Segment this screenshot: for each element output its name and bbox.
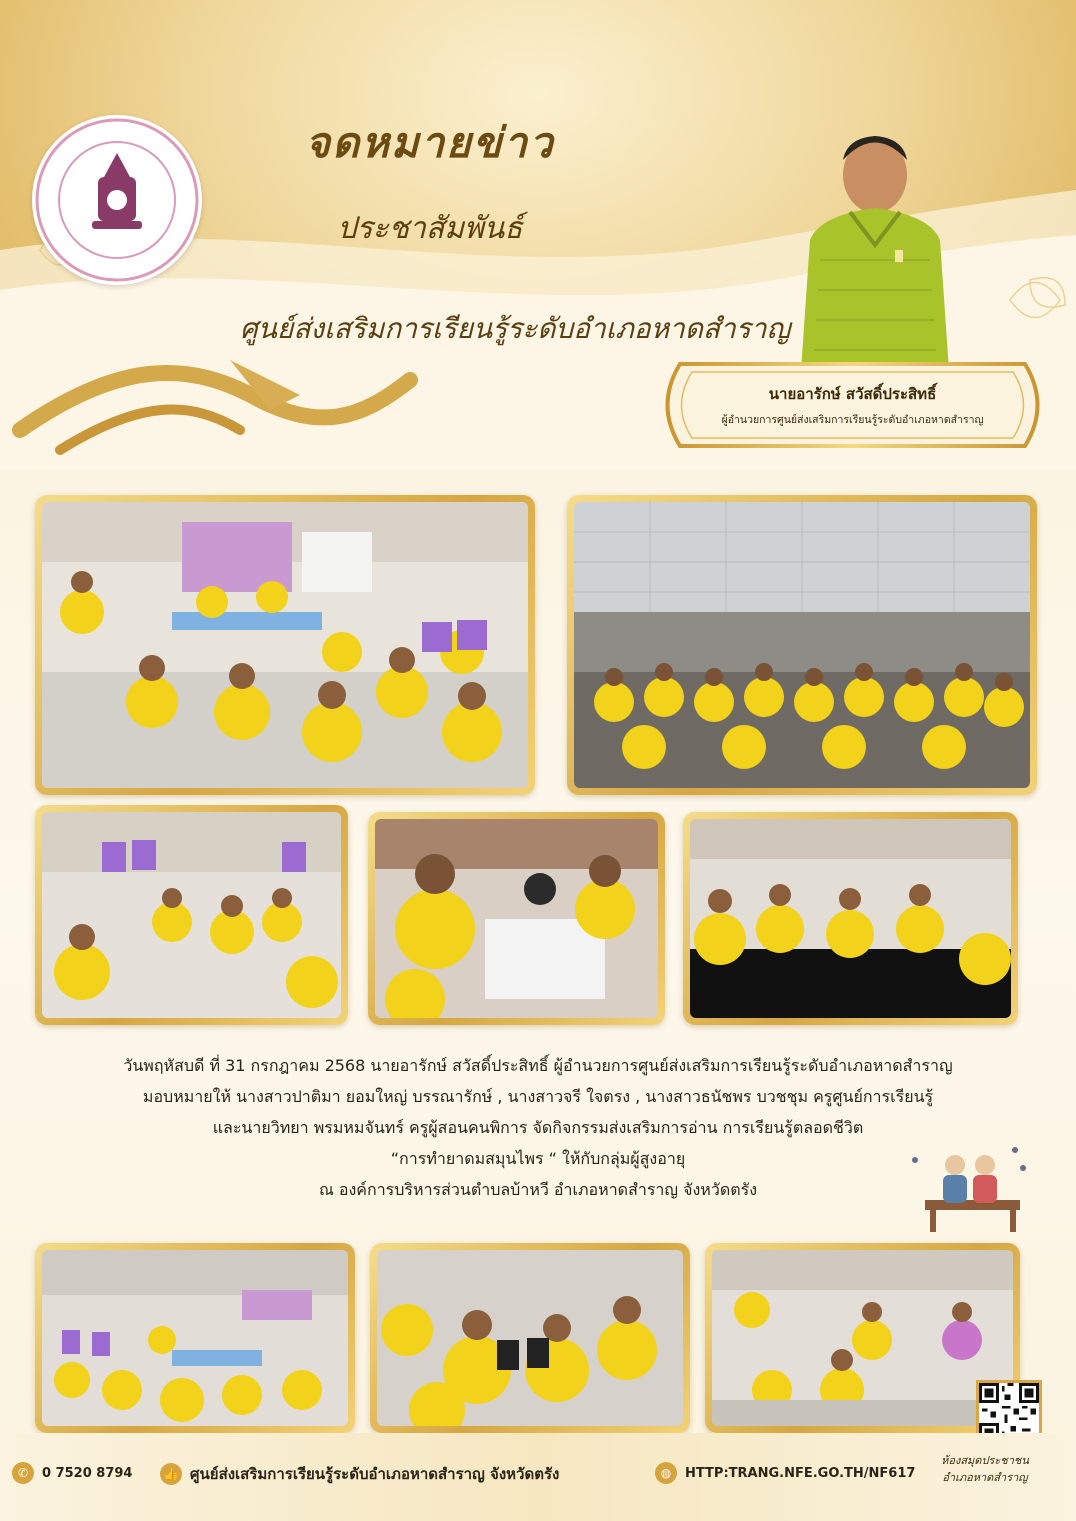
globe-icon: ◍ xyxy=(655,1462,677,1484)
news-body-line-2: มอบหมายให้ นางสาวปาติมา ยอมใหญ่ บรรณารักษ์ , นางสาวจรี ใจตรง , นางสาวธนัชพร บวชชุม ครูศูนย์การเรียนรู้ xyxy=(142,1087,934,1106)
director-role: ผู้อำนวยการศูนย์ส่งเสริมการเรียนรู้ระดับอำเภอหาดสำราญ xyxy=(721,414,984,426)
department-seal-logo xyxy=(32,115,202,285)
footer-facebook[interactable] xyxy=(160,1462,559,1486)
newsletter-title: จดหมายข่าว xyxy=(305,118,555,167)
library-line-1: ห้องสมุดประชาชน xyxy=(941,1454,1029,1467)
activity-photo-1 xyxy=(35,495,535,795)
activity-photo-3 xyxy=(35,805,348,1025)
center-name: ศูนย์ส่งเสริมการเรียนรู้ระดับอำเภอหาดสำราญ xyxy=(240,312,791,345)
activity-photo-2 xyxy=(567,495,1037,795)
website-url: HTTP:TRANG.NFE.GO.TH/NF617 xyxy=(685,1465,916,1481)
facebook-like-icon: 👍 xyxy=(160,1463,182,1485)
activity-photo-6 xyxy=(35,1243,355,1433)
director-name: นายอารักษ์ สวัสดิ์ประสิทธิ์ xyxy=(768,385,937,403)
department-seal-icon xyxy=(32,115,202,285)
library-line-2: อำเภอหาดสำราญ xyxy=(942,1471,1028,1484)
activity-photo-4 xyxy=(368,812,665,1025)
newsletter-subtitle: ประชาสัมพันธ์ xyxy=(337,211,523,246)
footer-website[interactable] xyxy=(655,1462,915,1484)
news-body-line-3: และนายวิทยา พรมหมจันทร์ ครูผู้สอนคนพิการ จัดกิจกรรมส่งเสริมการอ่าน การเรียนรู้ตลอดชีวิต xyxy=(212,1118,864,1137)
phone-number: 0 7520 8794 xyxy=(42,1465,133,1481)
activity-photo-7 xyxy=(370,1243,690,1433)
news-body-line-1: วันพฤหัสบดี ที่ 31 กรกฎาคม 2568 นายอารักษ์ สวัสดิ์ประสิทธิ์ ผู้อำนวยการศูนย์ส่งเสริมการเรียนรู้ระดับอำเภอหาดสำราญ xyxy=(123,1056,953,1075)
activity-photo-5 xyxy=(683,812,1018,1025)
phone-icon: ✆ xyxy=(12,1462,34,1484)
library-name xyxy=(900,1452,1070,1486)
news-body-line-4: “การทำยาดมสมุนไพร “ ให้กับกลุ่มผู้สูงอายุ xyxy=(390,1149,686,1168)
director-portrait xyxy=(780,120,970,385)
news-body-line-5: ณ องค์การบริหารส่วนตำบลบ้าหวี อำเภอหาดสำราญ จังหวัดตรัง xyxy=(318,1180,758,1199)
facebook-page-name: ศูนย์ส่งเสริมการเรียนรู้ระดับอำเภอหาดสำราญ จังหวัดตรัง xyxy=(190,1465,560,1483)
elderly-couple-illustration xyxy=(905,1140,1030,1235)
news-body xyxy=(40,1050,1036,1205)
footer-phone xyxy=(12,1462,132,1484)
activity-photo-8 xyxy=(705,1243,1020,1433)
